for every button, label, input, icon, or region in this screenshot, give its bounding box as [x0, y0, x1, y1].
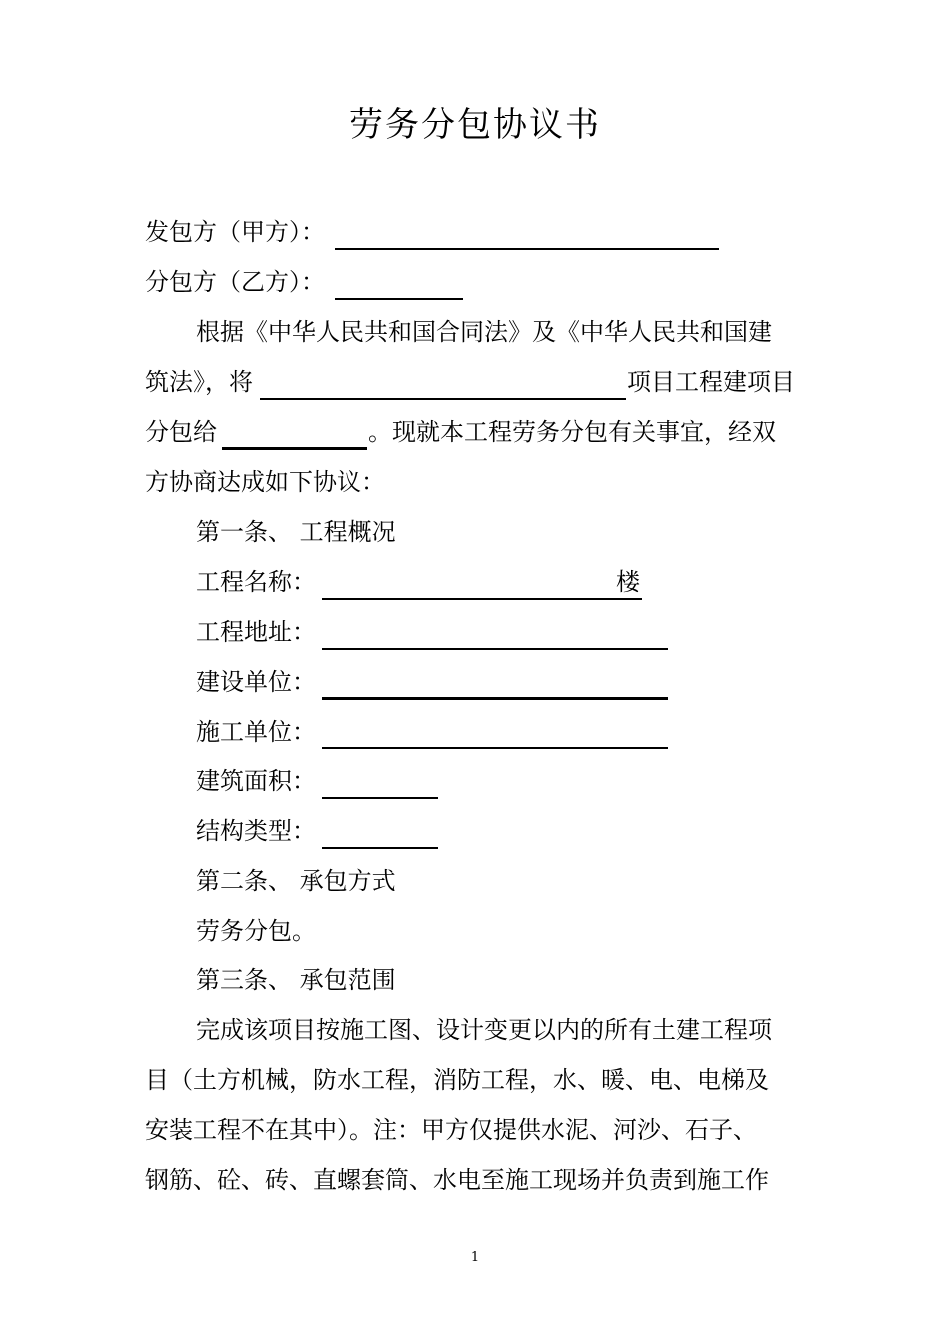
intro-line-1: 根据《中华人民共和国合同法》及《中华人民共和国建	[196, 318, 772, 346]
intro-line-3a: 分包给	[145, 418, 217, 446]
project-address-blank	[322, 648, 668, 650]
structure-type-label: 结构类型：	[196, 817, 316, 845]
developer-blank	[322, 697, 668, 700]
article-3-heading: 第三条、 承包范围	[196, 966, 396, 994]
article-3-line-2: 目（土方机械，防水工程，消防工程，水、暖、电、电梯及	[145, 1066, 769, 1094]
article-3-line-3: 安装工程不在其中）。注：甲方仅提供水泥、河沙、石子、	[145, 1116, 757, 1144]
party-a-label: 发包方（甲方）：	[145, 218, 325, 246]
constructor-blank	[322, 747, 668, 749]
article-3-line-1: 完成该项目按施工图、设计变更以内的所有土建工程项	[196, 1016, 772, 1044]
project-name-label: 工程名称：	[196, 568, 316, 596]
project-name-blank	[322, 598, 642, 600]
intro-line-2a: 筑法》，将	[145, 368, 253, 396]
party-b-blank	[335, 298, 463, 300]
article-2-body: 劳务分包。	[196, 917, 316, 945]
article-3-line-4: 钢筋、砼、砖、直螺套筒、水电至施工现场并负责到施工作	[145, 1166, 769, 1194]
intro-line-3b: 。现就本工程劳务分包有关事宜，经双	[368, 418, 776, 446]
floor-area-blank	[322, 797, 438, 799]
party-b-label: 分包方（乙方）：	[145, 268, 325, 296]
constructor-label: 施工单位：	[196, 718, 316, 746]
developer-label: 建设单位：	[196, 668, 316, 696]
project-blank	[260, 398, 626, 400]
article-1-heading: 第一条、 工程概况	[196, 518, 396, 546]
project-name-suffix: 楼	[616, 568, 640, 596]
intro-line-2b: 项目工程建项目	[627, 368, 795, 396]
floor-area-label: 建筑面积：	[196, 767, 316, 795]
intro-line-4: 方协商达成如下协议：	[145, 468, 385, 496]
subcontractor-blank	[222, 447, 367, 450]
party-a-blank	[335, 248, 719, 250]
page-number: 1	[470, 1250, 480, 1265]
article-2-heading: 第二条、 承包方式	[196, 867, 396, 895]
structure-type-blank	[322, 847, 438, 849]
document-title: 劳务分包协议书	[349, 105, 601, 145]
project-address-label: 工程地址：	[196, 618, 316, 646]
